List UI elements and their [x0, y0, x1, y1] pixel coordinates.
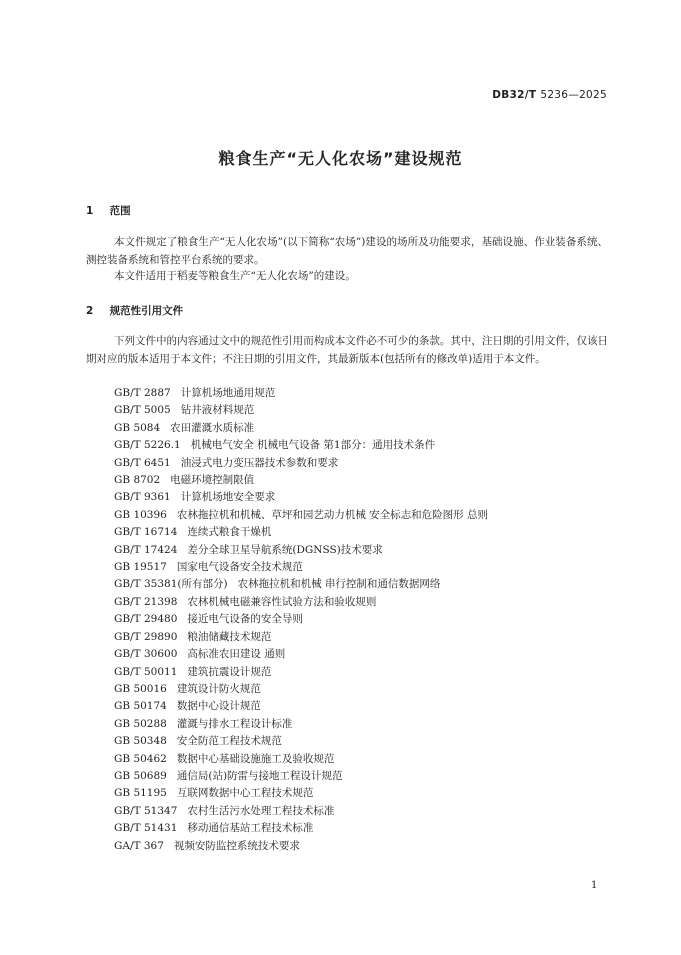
reference-item — [114, 559, 488, 576]
reference-code: GB 50016 — [114, 682, 167, 695]
reference-item — [114, 507, 488, 524]
reference-code: GB/T 51347 — [114, 804, 178, 817]
reference-item — [114, 803, 488, 820]
reference-item — [114, 455, 488, 472]
reference-item — [114, 733, 488, 750]
reference-code: GB/T 21398 — [114, 595, 178, 608]
reference-title: 数据中心设计规范 — [176, 700, 261, 713]
reference-title: 灌溉与排水工程设计标准 — [176, 717, 293, 730]
reference-code: GB/T 50011 — [114, 665, 178, 678]
section-heading-normative-references — [86, 303, 183, 318]
reference-title: 农林拖拉机和机械、草坪和园艺动力机械 安全标志和危险图形 总则 — [176, 508, 489, 521]
reference-title: 差分全球卫星导航系统(DGNSS)技术要求 — [187, 543, 383, 556]
reference-code: GB 50174 — [114, 700, 167, 713]
document-title: 粮食生产“无人化农场”建设规范 — [218, 149, 463, 168]
reference-code: GB 50348 — [114, 735, 167, 748]
reference-code: GB/T 30600 — [114, 648, 178, 661]
reference-code: GB/T 51431 — [114, 822, 178, 835]
reference-item — [114, 594, 488, 611]
reference-item — [114, 768, 488, 785]
reference-title: 农林拖拉机和机械 串行控制和通信数据网络 — [237, 578, 441, 591]
reference-code: GB/T 5226.1 — [114, 439, 181, 452]
reference-item — [114, 542, 488, 559]
standard-prefix: DB32/T — [492, 89, 537, 101]
reference-code: GB/T 9361 — [114, 491, 171, 504]
reference-code: GB/T 2887 — [114, 387, 171, 399]
section-title: 规范性引用文件 — [109, 305, 184, 317]
section-number: 1 — [86, 205, 94, 217]
reference-item — [114, 402, 488, 419]
page-number: 1 — [591, 880, 598, 891]
reference-title: 农田灌溉水质标准 — [170, 421, 255, 434]
reference-item — [114, 646, 488, 663]
scope-paragraph: 本文件规定了粮食生产“无人化农场”(以下简称“农场”)建设的场所及功能要求，基础设施、作业装备系统、测控装备系统和管控平台系统的要求。 — [86, 236, 608, 266]
reference-item — [114, 681, 488, 698]
reference-code: GB/T 29890 — [114, 630, 178, 643]
section-heading-scope — [86, 203, 131, 218]
reference-title: 连续式粮食干燥机 — [187, 526, 272, 539]
reference-title: 农村生活污水处理工程技术标准 — [187, 804, 335, 817]
reference-title: 计算机场地通用规范 — [180, 387, 276, 399]
reference-item — [114, 420, 488, 437]
reference-title: 接近电气设备的安全导则 — [187, 613, 303, 626]
reference-item — [114, 524, 488, 541]
reference-title: 高标准农田建设 通则 — [187, 648, 286, 661]
reference-code: GB 19517 — [114, 561, 167, 574]
standard-number-value: 5236—2025 — [540, 89, 607, 101]
reference-code: GB 8702 — [114, 474, 161, 487]
reference-code: GB/T 29480 — [114, 613, 178, 626]
reference-code: GB/T 17424 — [114, 543, 178, 556]
reference-code: GB 5084 — [114, 421, 161, 434]
scope-applicability-paragraph: 本文件适用于稻麦等粮食生产“无人化农场”的建设。 — [114, 270, 356, 282]
reference-code: GB/T 35381(所有部分) — [114, 578, 228, 591]
reference-code: GB/T 6451 — [114, 456, 171, 469]
reference-title: 互联网数据中心工程技术规范 — [176, 787, 314, 800]
references-intro-paragraph: 下列文件中的内容通过文中的规范性引用而构成本文件必不可少的条款。其中，注日期的引用文件，仅该日期对应的版本适用于本文件；不注日期的引用文件，其最新版本(包括所有的修改单)适用于本文件。 — [86, 335, 608, 365]
reference-title: 移动通信基站工程技术标准 — [187, 822, 314, 835]
reference-item — [114, 820, 488, 837]
reference-title: 农林机械电磁兼容性试验方法和验收规则 — [187, 595, 377, 608]
reference-title: 钻井液材料规范 — [180, 404, 255, 417]
reference-item — [114, 716, 488, 733]
reference-title: 建筑抗震设计规范 — [187, 665, 272, 678]
reference-code: GB 10396 — [114, 508, 167, 521]
reference-title: 安全防范工程技术规范 — [176, 735, 282, 748]
standard-number — [492, 89, 607, 101]
reference-title: 视频安防监控系统技术要求 — [173, 839, 300, 852]
reference-item — [114, 576, 488, 593]
reference-title: 电磁环境控制限值 — [170, 474, 255, 487]
reference-item — [114, 785, 488, 802]
reference-code: GB 50689 — [114, 769, 167, 782]
reference-title: 国家电气设备安全技术规范 — [176, 561, 303, 574]
reference-code: GB 51195 — [114, 787, 167, 800]
reference-title: 通信局(站)防雷与接地工程设计规范 — [176, 769, 343, 782]
reference-item — [114, 664, 488, 681]
reference-item — [114, 838, 488, 855]
reference-title: 数据中心基础设施施工及验收规范 — [176, 752, 335, 765]
reference-item — [114, 489, 488, 506]
reference-title: 粮油储藏技术规范 — [187, 630, 272, 643]
reference-code: GB 50288 — [114, 717, 167, 730]
reference-item — [114, 385, 488, 402]
reference-code: GB 50462 — [114, 752, 167, 765]
reference-code: GB/T 5005 — [114, 404, 171, 417]
reference-item — [114, 751, 488, 768]
reference-title: 机械电气安全 机械电气设备 第1部分：通用技术条件 — [190, 439, 436, 452]
reference-code: GB/T 16714 — [114, 526, 178, 539]
section-title: 范围 — [109, 205, 131, 217]
reference-item — [114, 472, 488, 489]
section-number: 2 — [86, 305, 94, 317]
reference-item — [114, 611, 488, 628]
reference-item — [114, 698, 488, 715]
reference-list — [114, 385, 488, 855]
reference-item — [114, 437, 488, 454]
reference-title: 建筑设计防火规范 — [176, 682, 261, 695]
reference-item — [114, 629, 488, 646]
reference-title: 计算机场地安全要求 — [180, 491, 276, 504]
reference-title: 油浸式电力变压器技术参数和要求 — [180, 456, 339, 469]
reference-code: GA/T 367 — [114, 839, 164, 852]
